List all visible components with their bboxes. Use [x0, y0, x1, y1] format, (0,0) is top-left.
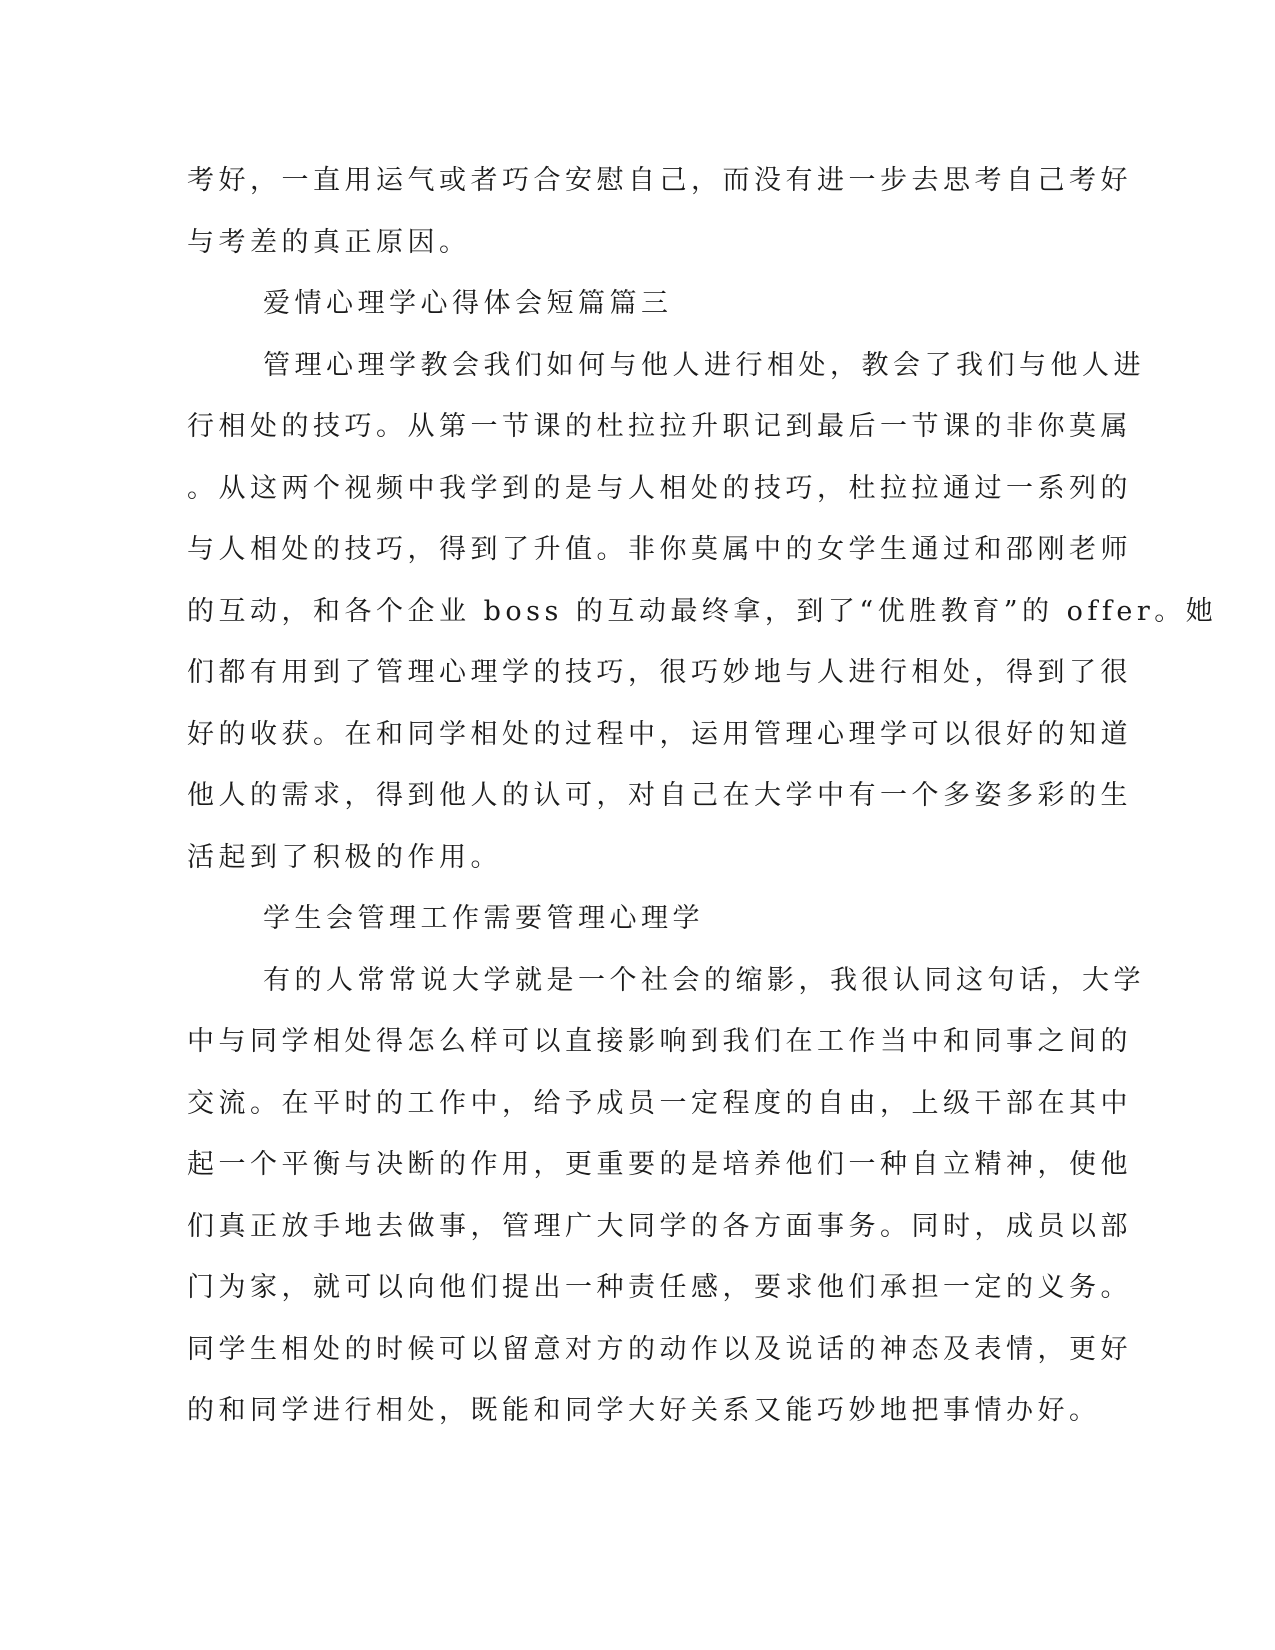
text-line: 他人的需求，得到他人的认可，对自己在大学中有一个多姿多彩的生: [187, 780, 1132, 811]
text-line: 门为家，就可以向他们提出一种责任感，要求他们承担一定的义务。: [187, 1272, 1132, 1303]
text-line: 同学生相处的时候可以留意对方的动作以及说话的神态及表情，更好: [187, 1333, 1132, 1365]
text-line: 好的收获。在和同学相处的过程中，运用管理心理学可以很好的知道: [187, 718, 1132, 750]
text-line: 的和同学进行相处，既能和同学大好关系又能巧妙地把事情办好。: [187, 1395, 1101, 1426]
text-line: 们真正放手地去做事，管理广大同学的各方面事务。同时，成员以部: [187, 1210, 1132, 1242]
text-line: 。从这两个视频中我学到的是与人相处的技巧，杜拉拉通过一系列的: [187, 472, 1132, 504]
text-line: 活起到了积极的作用。: [187, 841, 502, 873]
body-text: [187, 150, 1218, 1442]
text-line: 们都有用到了管理心理学的技巧，很巧妙地与人进行相处，得到了很: [187, 657, 1132, 688]
section-heading: 爱情心理学心得体会短篇篇三: [263, 288, 673, 319]
text-line: 考好，一直用运气或者巧合安慰自己，而没有进一步去思考自己考好: [187, 165, 1132, 196]
paragraph-start: 有的人常常说大学就是一个社会的缩影，我很认同这句话，大学: [263, 964, 1145, 996]
text-line: 交流。在平时的工作中，给予成员一定程度的自由，上级干部在其中: [187, 1087, 1132, 1119]
paragraph-start: 管理心理学教会我们如何与他人进行相处，教会了我们与他人进: [263, 349, 1145, 381]
text-line: 与人相处的技巧，得到了升值。非你莫属中的女学生通过和邵刚老师: [187, 534, 1132, 565]
text-line: 行相处的技巧。从第一节课的杜拉拉升职记到最后一节课的非你莫属: [187, 411, 1132, 442]
text-line: 中与同学相处得怎么样可以直接影响到我们在工作当中和同事之间的: [187, 1026, 1132, 1057]
text-line: 与考差的真正原因。: [187, 226, 471, 258]
section-heading: 学生会管理工作需要管理心理学: [263, 903, 704, 934]
text-line: 的互动，和各个企业 boss 的互动最终拿，到了“优胜教育”的 offer。她: [187, 595, 1218, 627]
text-line: 起一个平衡与决断的作用，更重要的是培养他们一种自立精神，使他: [187, 1149, 1132, 1180]
